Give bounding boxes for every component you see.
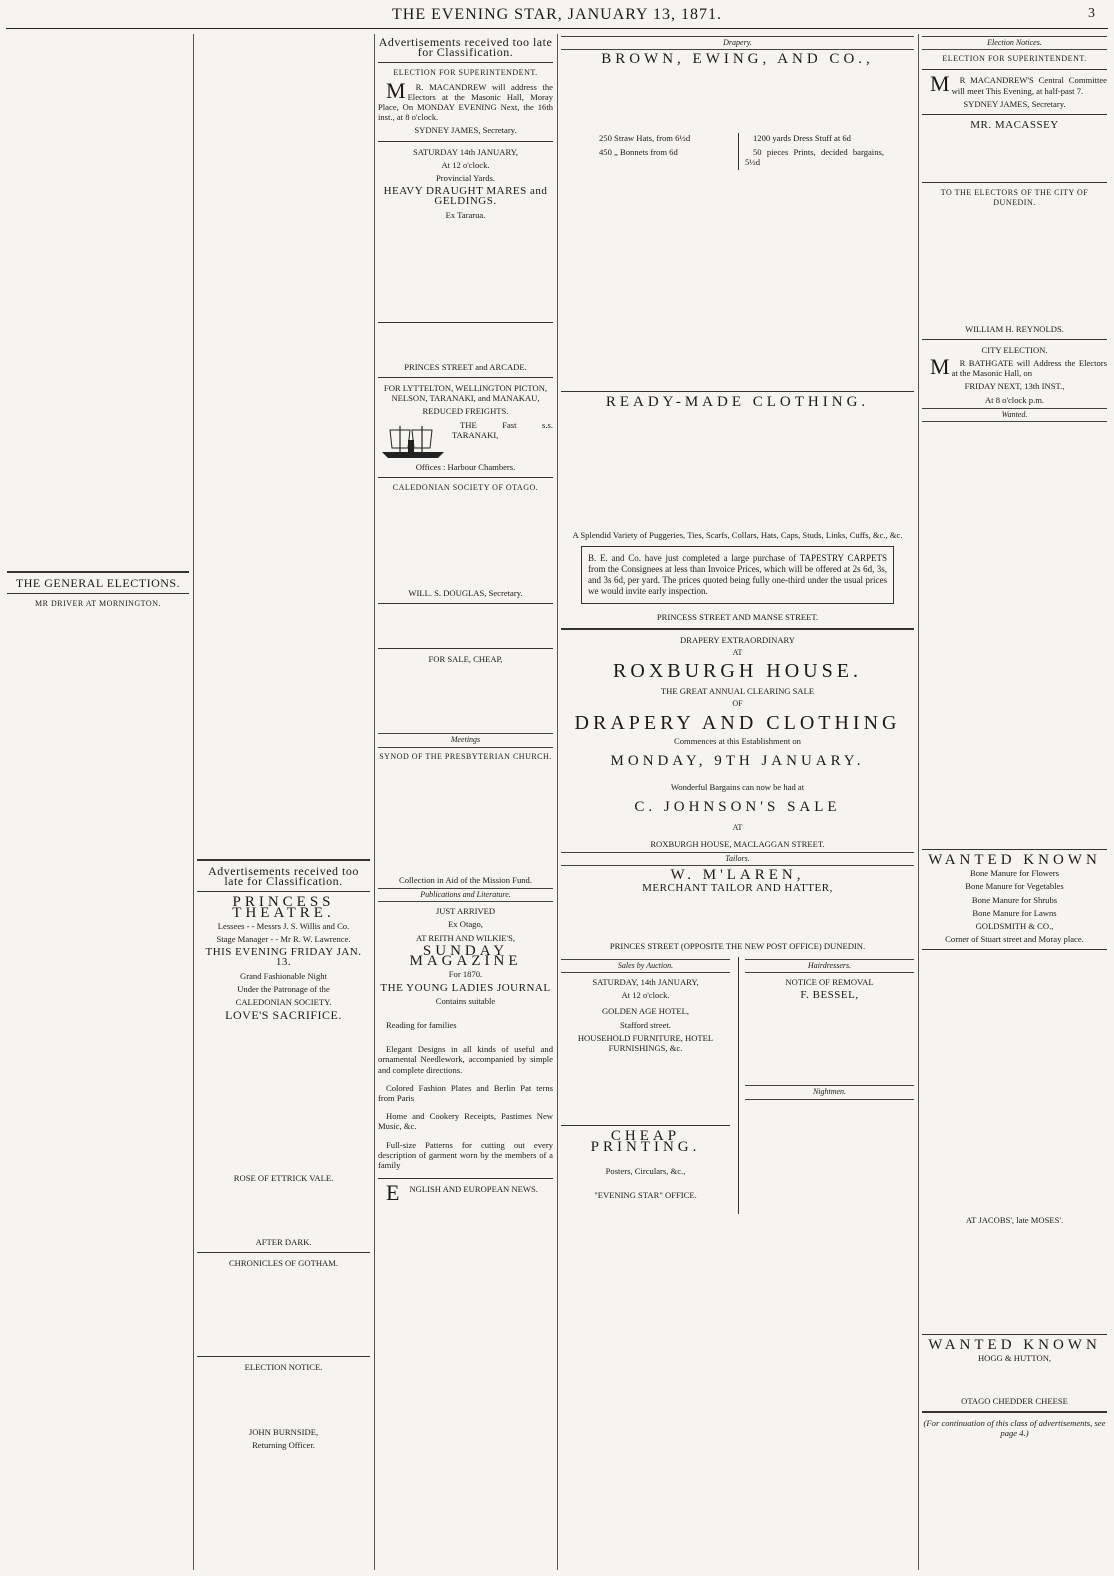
mares: HEAVY DRAUGHT MARES and GELDINGS. xyxy=(383,185,548,208)
column-2 xyxy=(193,34,373,1570)
auction-text xyxy=(561,1056,730,1120)
hats-2: 450 „ Bonnets from 6d xyxy=(599,146,678,157)
masthead xyxy=(0,6,1114,24)
star-office: "EVENING STAR" OFFICE. xyxy=(594,1189,697,1200)
reading: Reading for families xyxy=(386,1019,457,1030)
divider xyxy=(922,182,1107,183)
ladies-journal: THE YOUNG LADIES JOURNAL xyxy=(380,981,551,994)
bargains: Wonderful Bargains can now be had at xyxy=(670,782,805,793)
brown-ewing: BROWN, EWING, AND CO., xyxy=(601,51,874,68)
stafford: Stafford street. xyxy=(620,1019,671,1030)
meetings-section: Meetings xyxy=(378,733,553,747)
offices: Offices : Harbour Chambers. xyxy=(415,461,516,472)
macandrew-committee: MR MACANDREW'S Central Committee will meet This Evening, at half-past 7. xyxy=(930,71,1107,97)
wanted-section: Wanted. xyxy=(922,408,1107,422)
page-number: 3 xyxy=(1088,6,1096,21)
ship-ad xyxy=(378,420,553,462)
election-heading: THE GENERAL ELECTIONS. xyxy=(15,576,181,590)
for-sale-text xyxy=(378,667,553,731)
late-ads-heading: Advertisements received too late for Classification. xyxy=(378,35,553,60)
masthead-rule xyxy=(6,28,1108,29)
clearing: THE GREAT ANNUAL CLEARING SALE xyxy=(660,686,815,697)
manure-2: Bone Manure for Vegetables xyxy=(965,881,1064,892)
cheese: OTAGO CHEDDER CHEESE xyxy=(961,1396,1068,1407)
divider xyxy=(922,1334,1107,1335)
drapery-section: Drapery. xyxy=(561,36,914,50)
news-body-text xyxy=(197,34,370,854)
dress-2: 50 pieces Prints, decided bargains, 5½d xyxy=(745,146,884,167)
douglas: WILL. S. DOUGLAS, Secretary. xyxy=(408,588,523,599)
auction-date: SATURDAY, 14th JANUARY, xyxy=(592,977,699,988)
divider xyxy=(378,603,553,604)
theatre-lessees: Lessees - - Messrs J. S. Willis and Co. xyxy=(217,920,350,931)
gotham-text xyxy=(197,1271,370,1351)
hairdressers-section: Hairdressers. xyxy=(745,959,914,973)
news-body-text xyxy=(7,612,189,1570)
lyttelton: FOR LYTTELTON, WELLINGTON PICTON, NELSON, TARANAKI, and MANAKAU, xyxy=(383,383,548,404)
manure-1: Bone Manure for Flowers xyxy=(969,868,1060,879)
hair-col xyxy=(738,957,914,1214)
auction-time: At 12 o'clock. xyxy=(621,990,670,1001)
princes-street: PRINCES STREET (OPPOSITE THE NEW POST OFFICE) DUNEDIN. xyxy=(609,940,866,951)
hogg: HOGG & HUTTON, xyxy=(977,1352,1052,1363)
maclaggan: ROXBURGH HOUSE, MACLAGGAN STREET. xyxy=(650,838,825,849)
macandrew-secretary: SYDNEY JAMES, Secretary. xyxy=(414,125,517,136)
synod-text xyxy=(378,765,553,875)
gotham-title: CHRONICLES OF GOTHAM. xyxy=(228,1257,339,1268)
reynolds-text xyxy=(922,212,1107,324)
theatre-manager: Stage Manager - - Mr R. W. Lawrence. xyxy=(216,934,351,945)
removal-notice: NOTICE OF REMOVAL xyxy=(785,977,874,988)
commences: Commences at this Establishment on xyxy=(674,735,801,746)
divider xyxy=(561,628,914,630)
theatre-patronage: Under the Patronage of the xyxy=(237,983,330,994)
saturday: SATURDAY 14th JANUARY, xyxy=(413,146,518,157)
column-3 xyxy=(374,34,556,1570)
time: At 8 o'clock p.m. xyxy=(984,394,1045,405)
burnside: JOHN BURNSIDE, xyxy=(248,1427,319,1438)
bathgate: MR BATHGATE will Address the Electors at the Masonic Hall, on xyxy=(930,354,1107,380)
merchant: MERCHANT TAILOR AND HATTER, xyxy=(642,882,833,895)
election-subheading: MR DRIVER AT MORNINGTON. xyxy=(35,599,161,609)
reynolds: WILLIAM H. REYNOLDS. xyxy=(965,323,1064,334)
divider xyxy=(197,859,370,861)
wanted-known: WANTED KNOWN xyxy=(928,852,1101,869)
divider xyxy=(197,1252,370,1253)
auction-col xyxy=(561,957,730,1214)
carpets-box: B. E. and Co. have just completed a large purchase of TAPESTRY CARPETS from the Consignees at less than Invoice Prices, which will be offered at 2s 6d, 3s, and 3s 6d, per yard. The prices quoted being fully one-third under the usual prices we would invite early inspection. xyxy=(581,546,894,604)
dress-1: 1200 yards Dress Stuff at 6d xyxy=(753,133,851,144)
plates: Colored Fashion Plates and Berlin Pat terns from Paris xyxy=(378,1082,553,1103)
election-notice-text xyxy=(197,1375,370,1427)
election-super: ELECTION FOR SUPERINTENDENT. xyxy=(393,68,538,78)
divider xyxy=(378,477,553,478)
golden-age: GOLDEN AGE HOTEL, xyxy=(601,1006,690,1017)
returning-officer: Returning Officer. xyxy=(252,1440,315,1451)
greenwood-text xyxy=(745,1104,914,1214)
news-ad: ENGLISH AND EUROPEAN NEWS. xyxy=(386,1180,538,1206)
splendid: A Splendid Variety of Puggeries, Ties, Scarfs, Collars, Hats, Caps, Studs, Links, Cuffs, &c., &c. xyxy=(572,530,903,541)
column-4 xyxy=(557,34,917,1570)
continuation: (For continuation of this class of advertisements, see page 4.) xyxy=(923,1418,1106,1439)
divider xyxy=(561,1125,730,1126)
of: OF xyxy=(732,699,743,709)
ship-icon xyxy=(378,422,448,462)
hogg-text xyxy=(922,1366,1107,1396)
divider xyxy=(922,114,1107,115)
ready-made-text xyxy=(561,410,914,530)
divider xyxy=(922,1411,1107,1413)
divider xyxy=(378,322,553,323)
sunday-magazine: SUNDAY MAGAZINE xyxy=(409,942,522,970)
year: For 1870. xyxy=(448,969,483,980)
wanted-known-2: WANTED KNOWN xyxy=(928,1336,1101,1353)
manure-4: Bone Manure for Lawns xyxy=(972,907,1057,918)
brown-ewing-goods xyxy=(561,176,914,386)
divider xyxy=(197,891,370,892)
hudson-address: PRINCES STREET and ARCADE. xyxy=(404,361,527,372)
column-5 xyxy=(918,34,1110,1570)
divider xyxy=(7,571,189,573)
synod: SYNOD OF THE PRESBYTERIAN CHURCH. xyxy=(379,751,552,761)
home: Home and Cookery Receipts, Pastimes New Music, &c. xyxy=(378,1111,553,1132)
divider xyxy=(561,391,914,392)
play-title: LOVE'S SACRIFICE. xyxy=(225,1008,342,1023)
macassey: MR. MACASSEY xyxy=(970,119,1059,132)
for-sale: FOR SALE, CHEAP, xyxy=(428,654,503,665)
jacobs: AT JACOBS', late MOSES'. xyxy=(965,1215,1064,1226)
macassey-text xyxy=(922,133,1107,177)
patterns: Full-size Patterns for cutting out every description of garment worn by the members of a family xyxy=(378,1139,553,1170)
yards: Provincial Yards. xyxy=(436,173,495,184)
divider xyxy=(378,1178,553,1179)
manure-3: Bone Manure for Shrubs xyxy=(971,894,1058,905)
cast-list xyxy=(197,1023,370,1173)
divider xyxy=(378,141,553,142)
prices-block xyxy=(591,133,884,170)
brown-ewing-intro xyxy=(561,67,914,127)
at-2: AT xyxy=(732,822,743,832)
noon: At 12 o'clock. xyxy=(441,159,490,170)
nightmen-section: Nightmen. xyxy=(745,1085,914,1099)
divider xyxy=(922,69,1107,70)
jacobs-ads xyxy=(922,955,1107,1215)
johnsons: C. JOHNSON'S SALE xyxy=(634,799,841,816)
mclaren-text xyxy=(561,897,914,941)
cheap-printing: CHEAP PRINTING. xyxy=(590,1128,701,1155)
box-office-text xyxy=(197,1187,370,1237)
caledonian: CALEDONIAN SOCIETY OF OTAGO. xyxy=(392,482,539,492)
tararua: Ex Tararua. xyxy=(445,209,486,220)
auction-section: Sales by Auction. xyxy=(561,959,730,973)
masthead-title: THE EVENING STAR, JANUARY 13, 1871. xyxy=(391,6,722,23)
more-wanted xyxy=(922,1229,1107,1329)
pubs-section: Publications and Literature. xyxy=(378,888,553,902)
hats-1: 250 Straw Hats, from 6½d xyxy=(599,133,691,144)
princess-street: PRINCESS STREET AND MANSE STREET. xyxy=(656,612,819,623)
theatre-society: CALEDONIAN SOCIETY. xyxy=(235,997,332,1008)
theatre-title: PRINCESS THEATRE. xyxy=(232,894,335,921)
divider xyxy=(378,648,553,649)
divider xyxy=(378,62,553,63)
wanted-ads xyxy=(922,426,1107,844)
electors: TO THE ELECTORS OF THE CITY OF DUNEDIN. xyxy=(940,188,1089,208)
divider xyxy=(922,339,1107,340)
hudson-ad-text xyxy=(378,328,553,362)
wanted-runners-text xyxy=(378,609,553,643)
roxburgh: ROXBURGH HOUSE. xyxy=(613,660,862,683)
monday: MONDAY, 9TH JANUARY. xyxy=(610,753,865,770)
divider xyxy=(378,377,553,378)
after-dark: AFTER DARK. xyxy=(255,1236,312,1247)
friday: FRIDAY NEXT, 13th INST., xyxy=(964,381,1065,392)
bessel-text xyxy=(745,1003,914,1083)
otago: Ex Otago, xyxy=(448,919,483,930)
divider xyxy=(197,1356,370,1357)
notices-section: Election Notices. xyxy=(922,36,1107,50)
bessel: F. BESSEL, xyxy=(800,989,859,1002)
theatre-evening: THIS EVENING FRIDAY JAN. 13. xyxy=(205,946,362,969)
drapery-clothing: DRAPERY AND CLOTHING xyxy=(574,711,901,734)
super: ELECTION FOR SUPERINTENDENT. xyxy=(942,54,1087,64)
suitable: Contains suitable xyxy=(435,995,496,1006)
news-body-text xyxy=(7,34,189,566)
divider xyxy=(7,593,189,594)
freights: REDUCED FREIGHTS. xyxy=(422,406,509,417)
reith: AT REITH AND WILKIE'S, xyxy=(415,932,516,943)
rose-title: ROSE OF ETTRICK VALE. xyxy=(233,1173,334,1184)
ready-made: READY-MADE CLOTHING. xyxy=(605,394,870,411)
tailors-section: Tailors. xyxy=(561,852,914,866)
divider xyxy=(922,849,1107,850)
column-1 xyxy=(4,34,192,1570)
corner: Corner of Stuart street and Moray place. xyxy=(945,934,1084,945)
election-notice: ELECTION NOTICE. xyxy=(244,1362,323,1373)
city-election: CITY ELECTION. xyxy=(981,344,1048,355)
mclaren: W. M'LAREN, xyxy=(670,867,805,884)
at-1: AT xyxy=(732,647,743,657)
arrived: JUST ARRIVED xyxy=(435,906,496,917)
extraordinary: DRAPERY EXTRAORDINARY xyxy=(680,634,795,645)
macandrew-ad: MR. MACANDREW will address the Electors at the Masonic Hall, Moray Place, On MONDAY EVENING Next, the 16th inst., at 8 o'clock. xyxy=(378,77,553,123)
late-ads-heading: Advertisements received too late for Classification. xyxy=(208,864,359,889)
caledonian-text xyxy=(378,496,553,588)
theatre-night: Grand Fashionable Night xyxy=(240,970,327,981)
james: SYDNEY JAMES, Secretary. xyxy=(963,98,1066,109)
elegant: Elegant Designs in all kinds of useful and ornamental Needlework, accompanied by simple and complete directions. xyxy=(378,1044,553,1075)
bottom-split xyxy=(561,957,914,1214)
taranaki: THE Fast s.s. TARANAKI, xyxy=(452,419,553,440)
collection: Collection in Aid of the Mission Fund. xyxy=(399,874,532,885)
divider xyxy=(922,949,1107,950)
wright-ad-text xyxy=(378,223,553,317)
goldsmith: GOLDSMITH & CO., xyxy=(975,921,1054,932)
household: HOUSEHOLD FURNITURE, HOTEL FURNISHINGS, &c. xyxy=(577,1032,714,1054)
posters: Posters, Circulars, &c., xyxy=(605,1165,686,1176)
